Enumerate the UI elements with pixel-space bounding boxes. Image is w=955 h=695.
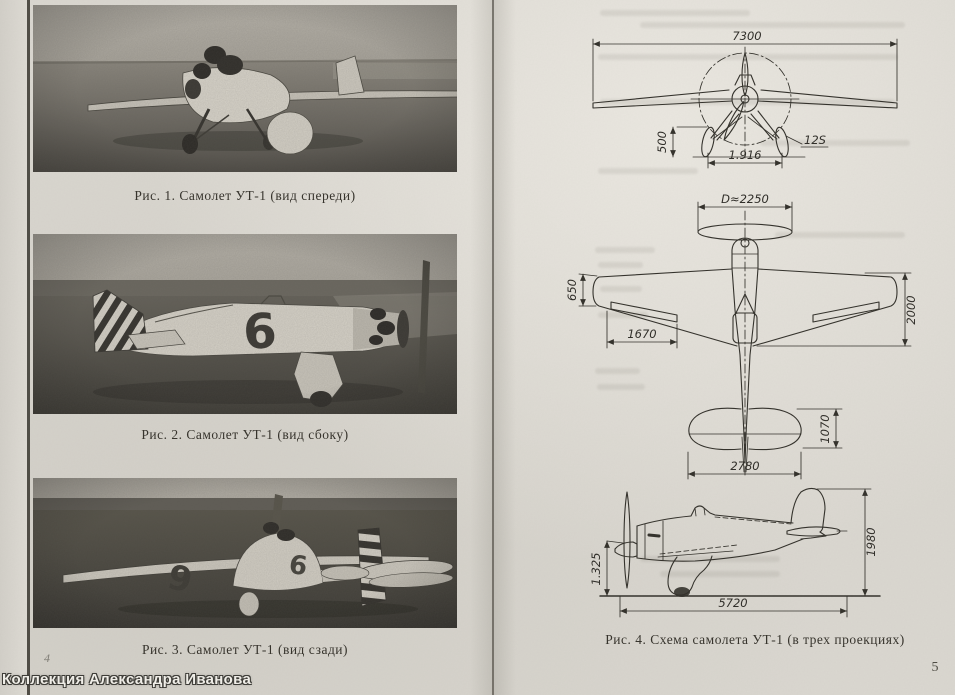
photo-side-view (33, 234, 457, 414)
photo-rear-view (33, 478, 457, 628)
dim-tire-label: 12S (804, 133, 826, 147)
figure-3-caption: Рис. 3. Самолет УТ-1 (вид сзади) (141, 642, 349, 657)
photo-front-view-image (33, 5, 457, 172)
figure-2-caption: Рис. 2. Самолет УТ-1 (вид сбоку) (141, 427, 349, 442)
collection-watermark: Коллекция Александра Иванова (2, 671, 252, 688)
photo-rear-view-image (33, 478, 457, 628)
dim-tip-chord: 650 (565, 279, 579, 301)
three-view-diagram (565, 5, 945, 627)
photo-front-view (33, 5, 457, 172)
front-view (593, 29, 897, 168)
gutter-shadow-right (494, 0, 516, 695)
dim-wheel-diameter: 500 (655, 131, 669, 153)
dim-tail-height: 1980 (864, 527, 878, 557)
figure-4-caption: Рис. 4. Схема самолета УТ-1 (в трех проекциях) (605, 632, 905, 647)
dim-aileron-length: 1670 (627, 327, 657, 341)
dim-stabilizer-chord: 1070 (818, 414, 832, 444)
figure-1-caption: Рис. 1. Самолет УТ-1 (вид спереди) (134, 188, 356, 203)
dim-prop-axis-height: 1.325 (589, 552, 603, 586)
dim-fuselage-length: 5720 (718, 596, 748, 610)
side-view (589, 488, 880, 617)
photo-side-view-image (33, 234, 457, 414)
dim-root-chord: 2000 (904, 295, 918, 325)
left-paper-margin (0, 0, 27, 695)
top-view (565, 192, 918, 479)
left-page-number: 4 (44, 651, 50, 665)
right-page-number: 5 (931, 660, 939, 675)
gutter-shadow-left (470, 0, 492, 695)
page-gutter (492, 0, 494, 695)
dim-stabilizer-span: 2780 (730, 459, 760, 473)
dim-wingspan: 7300 (732, 29, 762, 43)
left-page-edge-line (27, 0, 30, 695)
dim-prop-diameter: D≈2250 (721, 192, 769, 206)
dim-wheel-track: 1.916 (728, 148, 762, 162)
